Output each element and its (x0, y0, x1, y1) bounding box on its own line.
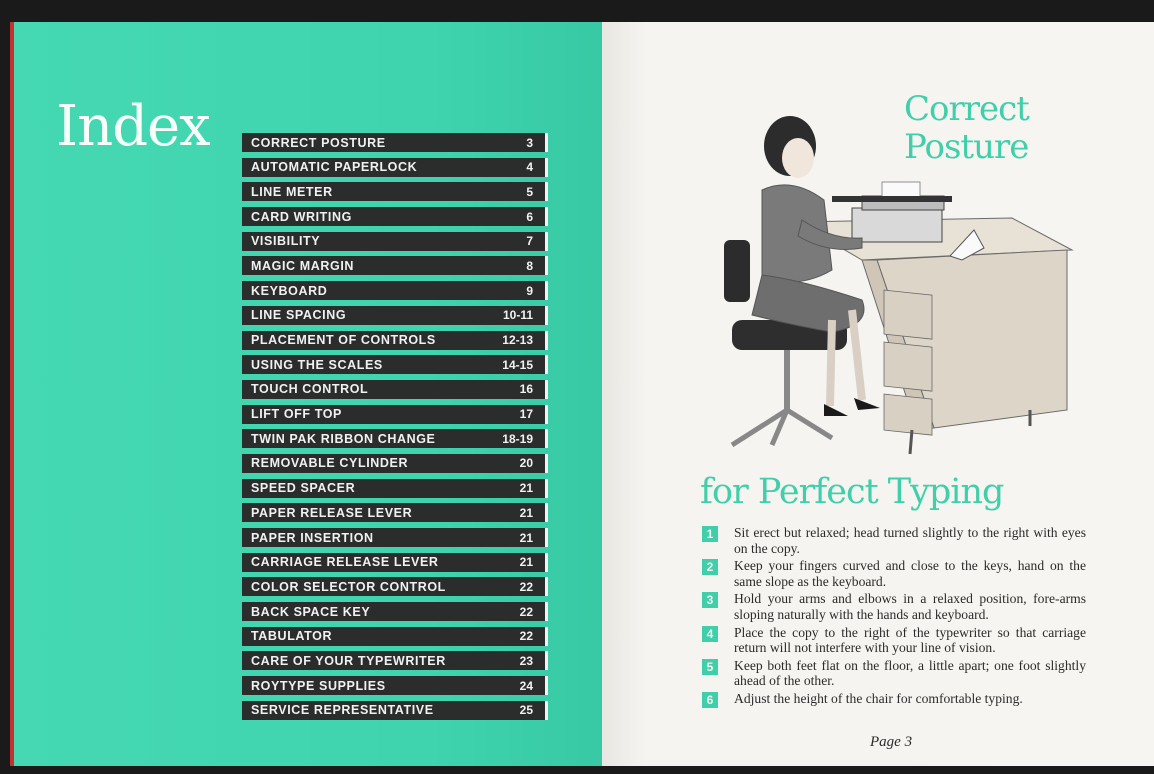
index-item-label: BACK SPACE KEY (251, 604, 371, 619)
typist (752, 116, 880, 416)
index-item-page: 24 (519, 678, 533, 693)
index-item-page: 10-11 (502, 308, 533, 323)
index-item-page: 9 (526, 283, 533, 298)
index-item-label: REMOVABLE CYLINDER (251, 456, 409, 471)
index-item (242, 503, 548, 522)
index-item-page: 21 (519, 505, 533, 520)
tip-item (702, 658, 1086, 689)
index-item-label: LIFT OFF TOP (251, 407, 342, 422)
index-item-label: CARD WRITING (251, 209, 352, 224)
index-item (242, 528, 548, 547)
index-item (242, 281, 548, 300)
posture-tips (702, 525, 1086, 710)
index-item (242, 676, 548, 695)
index-title: Index (56, 94, 210, 159)
index-item (242, 479, 548, 498)
typist-illustration (712, 110, 1082, 460)
tip-item (702, 591, 1086, 622)
tip-text: Adjust the height of the chair for comfortable typing. (734, 690, 1023, 706)
index-item (242, 454, 548, 473)
index-item-label: SPEED SPACER (251, 481, 356, 496)
heading-line-1: Correct (904, 89, 1029, 129)
index-item (242, 651, 548, 670)
index-item-label: ROYTYPE SUPPLIES (251, 678, 386, 693)
index-item-label: TWIN PAK RIBBON CHANGE (251, 431, 436, 446)
index-item (242, 380, 548, 399)
index-item (242, 331, 548, 350)
index-item-label: TABULATOR (251, 629, 333, 644)
index-item (242, 158, 548, 177)
tip-number: 2 (702, 559, 718, 575)
index-item-page: 7 (526, 234, 533, 249)
index-item (242, 232, 548, 251)
index-item-page: 18-19 (502, 431, 533, 446)
tip-text: Place the copy to the right of the typewriter so that carriage return will not interfere with your line of vision. (734, 624, 1086, 656)
index-item (242, 577, 548, 596)
index-item (242, 701, 548, 720)
index-item-label: LINE SPACING (251, 308, 347, 323)
tip-number: 3 (702, 592, 718, 608)
index-item-page: 22 (519, 579, 533, 594)
index-item-page: 21 (519, 530, 533, 545)
index-item (242, 429, 548, 448)
index-item-label: PLACEMENT OF CONTROLS (251, 333, 436, 347)
index-item-page: 25 (519, 703, 533, 718)
index-item (242, 627, 548, 646)
tip-item (702, 691, 1086, 708)
index-item-label: KEYBOARD (251, 283, 328, 298)
index-item-label: TOUCH CONTROL (251, 382, 369, 397)
tip-text: Keep your fingers curved and close to the keys, hand on the same slope as the keyboard. (734, 558, 1086, 589)
index-item-label: USING THE SCALES (251, 357, 383, 372)
tip-item (702, 625, 1086, 656)
index-item (242, 182, 548, 201)
index-item-page: 3 (526, 135, 533, 150)
index-item-page: 23 (519, 653, 533, 668)
tip-item (702, 558, 1086, 589)
index-item-label: COLOR SELECTOR CONTROL (251, 579, 446, 594)
index-item-label: AUTOMATIC PAPERLOCK (251, 160, 418, 175)
index-page (10, 22, 604, 766)
index-item-page: 12-13 (502, 333, 533, 347)
index-item (242, 256, 548, 275)
tip-text: Sit erect but relaxed; head turned slightly to the right with eyes on the copy. (734, 525, 1086, 556)
tip-item (702, 525, 1086, 556)
index-item-page: 14-15 (502, 357, 533, 372)
index-item-page: 20 (519, 456, 533, 471)
index-item (242, 405, 548, 424)
index-item-label: MAGIC MARGIN (251, 258, 355, 273)
index-item-page: 22 (519, 629, 533, 644)
subheading: for Perfect Typing (700, 472, 1004, 512)
tip-number: 4 (702, 626, 718, 642)
index-item-label: PAPER INSERTION (251, 530, 374, 545)
index-item (242, 133, 548, 152)
index-item-page: 16 (519, 382, 533, 397)
index-item (242, 553, 548, 572)
index-item (242, 207, 548, 226)
index-item-label: LINE METER (251, 184, 333, 199)
tip-number: 1 (702, 526, 718, 542)
index-list (242, 133, 548, 726)
tip-number: 5 (702, 659, 718, 675)
index-item (242, 306, 548, 325)
tip-number: 6 (702, 692, 718, 708)
index-item (242, 602, 548, 621)
index-item-label: CARE OF YOUR TYPEWRITER (251, 653, 446, 668)
index-item-label: CORRECT POSTURE (251, 135, 386, 150)
tip-text: Keep both feet flat on the floor, a little apart; one foot slightly ahead of the other. (734, 657, 1086, 689)
index-item-page: 5 (526, 184, 533, 199)
index-item-page: 21 (519, 481, 533, 496)
index-item-label: PAPER RELEASE LEVER (251, 505, 413, 520)
index-item (242, 355, 548, 374)
index-item-label: CARRIAGE RELEASE LEVER (251, 555, 439, 570)
index-item-page: 17 (519, 407, 533, 422)
correct-posture-page (602, 22, 1154, 766)
heading-line-2: Posture (904, 127, 1029, 167)
index-item-page: 22 (519, 604, 533, 619)
index-item-page: 4 (526, 160, 533, 175)
tip-text: Hold your arms and elbows in a relaxed position, fore-arms sloping naturally with the hands and keyboard. (734, 591, 1086, 622)
page-number: Page 3 (870, 734, 913, 750)
index-item-page: 21 (519, 555, 533, 570)
index-item-label: SERVICE REPRESENTATIVE (251, 703, 434, 718)
index-item-page: 8 (526, 258, 533, 273)
index-item-label: VISIBILITY (251, 234, 321, 249)
index-item-page: 6 (526, 209, 533, 224)
